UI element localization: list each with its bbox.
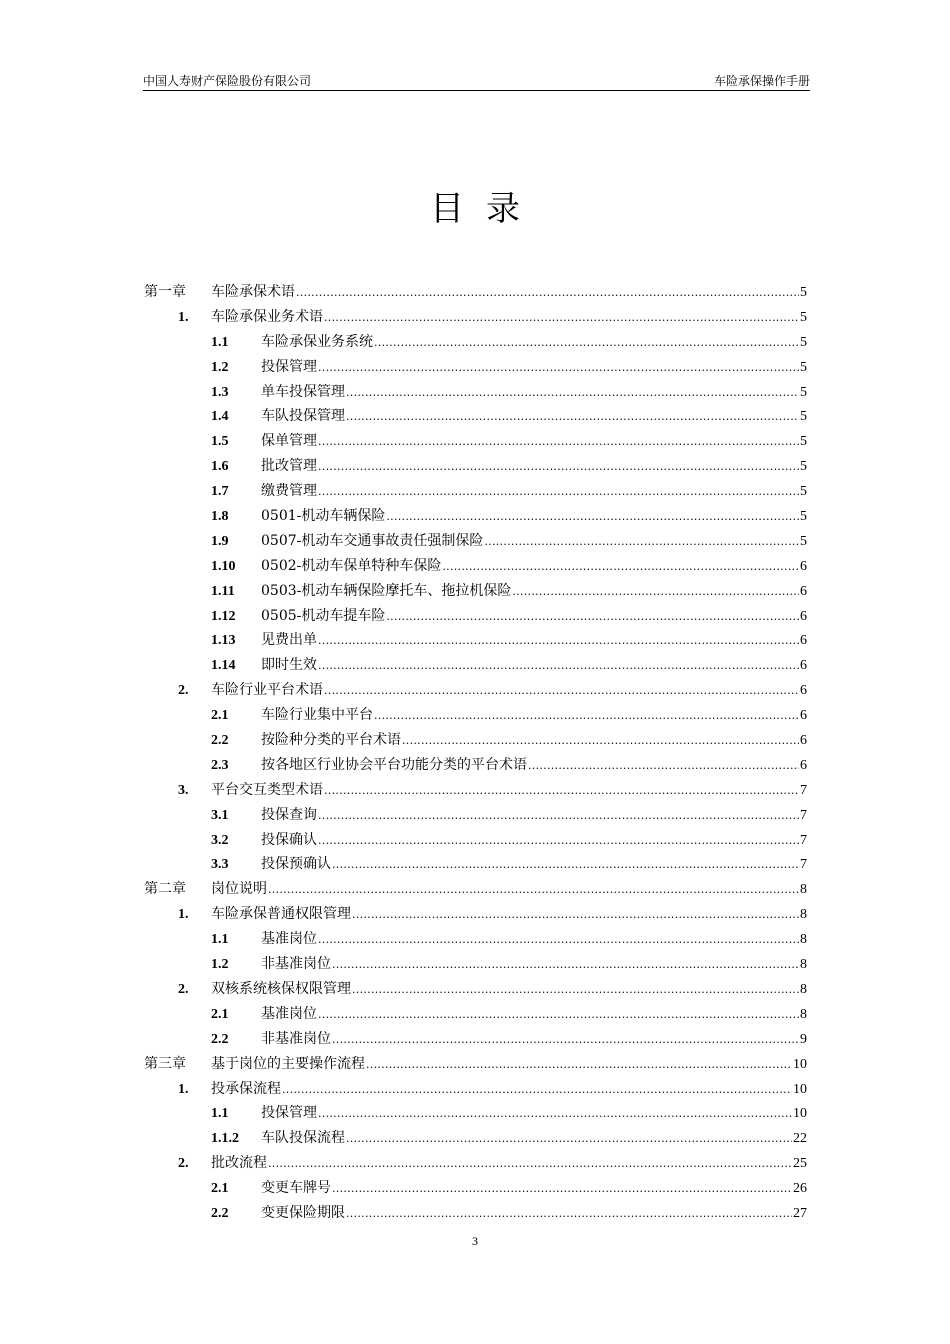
toc-entry[interactable] — [144, 803, 807, 828]
toc-entry-number: 1.5 — [211, 434, 229, 450]
toc-entry-page: 7 — [800, 782, 807, 798]
toc-entry[interactable] — [144, 330, 807, 355]
toc-entry[interactable] — [144, 1176, 807, 1201]
toc-entry-number: 3.1 — [211, 807, 229, 823]
toc-entry-number: 1.1 — [211, 1106, 229, 1122]
toc-entry-title: 岗位说明 — [211, 881, 267, 898]
toc-entry-page: 5 — [800, 409, 807, 425]
toc-dot-leader — [386, 505, 799, 530]
toc-entry-page: 8 — [800, 1006, 807, 1022]
toc-entry-title: 按各地区行业协会平台功能分类的平台术语 — [261, 756, 527, 773]
toc-dot-leader — [318, 654, 799, 679]
toc-dot-leader — [318, 455, 799, 480]
toc-entry[interactable] — [144, 678, 807, 703]
toc-dot-leader — [318, 356, 799, 381]
toc-entry[interactable] — [144, 653, 807, 678]
toc-entry-title: 车队投保管理 — [261, 408, 345, 425]
toc-entry-number: 1.9 — [211, 533, 229, 549]
toc-entry-page: 5 — [800, 384, 807, 400]
toc-dot-leader — [346, 1202, 792, 1227]
toc-entry-title: 批改管理 — [261, 458, 317, 475]
toc-entry[interactable] — [144, 753, 807, 778]
toc-entry-number: 2. — [178, 1156, 189, 1172]
toc-entry-page: 5 — [800, 533, 807, 549]
toc-dot-leader — [528, 754, 799, 779]
toc-entry-page: 9 — [800, 1031, 807, 1047]
toc-entry[interactable] — [144, 305, 807, 330]
toc-entry-title: 投保预确认 — [261, 856, 331, 873]
toc-entry-number: 1.4 — [211, 409, 229, 425]
toc-dot-leader — [346, 1127, 792, 1152]
toc-entry-page: 5 — [800, 309, 807, 325]
toc-entry-title: 基准岗位 — [261, 1005, 317, 1022]
toc-dot-leader — [318, 629, 799, 654]
toc-dot-leader — [318, 1003, 799, 1028]
toc-entry[interactable] — [144, 1002, 807, 1027]
toc-entry-title: 0507-机动车交通事故责任强制保险 — [261, 532, 484, 549]
toc-entry-page: 5 — [800, 484, 807, 500]
toc-dot-leader — [402, 729, 799, 754]
toc-entry-number: 1.6 — [211, 459, 229, 475]
toc-entry[interactable] — [144, 1201, 807, 1226]
toc-entry-title: 按险种分类的平台术语 — [261, 732, 401, 749]
toc-entry-page: 6 — [800, 733, 807, 749]
toc-dot-leader — [318, 430, 799, 455]
toc-entry-number: 第一章 — [144, 284, 186, 300]
toc-entry-page: 10 — [793, 1056, 807, 1072]
toc-dot-leader — [318, 804, 799, 829]
toc-entry[interactable] — [144, 604, 807, 629]
toc-dot-leader — [332, 953, 799, 978]
toc-entry-page: 6 — [800, 757, 807, 773]
toc-entry[interactable] — [144, 355, 807, 380]
toc-entry[interactable] — [144, 1052, 807, 1077]
toc-entry-page: 8 — [800, 932, 807, 948]
toc-entry[interactable] — [144, 479, 807, 504]
table-of-contents — [144, 280, 807, 1226]
toc-entry-number: 第二章 — [144, 881, 186, 898]
toc-entry[interactable] — [144, 504, 807, 529]
toc-dot-leader — [282, 1078, 792, 1103]
toc-entry-page: 27 — [793, 1205, 807, 1221]
toc-dot-leader — [352, 903, 799, 928]
toc-entry[interactable] — [144, 852, 807, 877]
toc-entry-number: 2.3 — [211, 757, 229, 773]
toc-entry-page: 10 — [793, 1106, 807, 1122]
toc-dot-leader — [346, 405, 799, 430]
toc-entry-title: 0503-机动车辆保险摩托车、拖拉机保险 — [261, 582, 512, 599]
toc-entry[interactable] — [144, 529, 807, 554]
toc-entry-number: 1.10 — [211, 558, 236, 574]
toc-entry-title: 非基准岗位 — [261, 956, 331, 973]
toc-entry-number: 1.8 — [211, 509, 229, 525]
toc-entry-title: 0505-机动车提车险 — [261, 607, 386, 624]
toc-entry-number: 第三章 — [144, 1055, 186, 1072]
toc-dot-leader — [268, 1152, 792, 1177]
toc-entry-number: 1. — [178, 1081, 189, 1097]
toc-dot-leader — [346, 381, 799, 406]
toc-entry[interactable] — [144, 1101, 807, 1126]
toc-entry-number: 1.1 — [211, 932, 229, 948]
toc-entry[interactable] — [144, 1126, 807, 1151]
toc-entry-title: 车险承保普通权限管理 — [211, 906, 351, 923]
toc-entry[interactable] — [144, 728, 807, 753]
toc-entry-number: 2.2 — [211, 1031, 229, 1047]
toc-entry-page: 26 — [793, 1181, 807, 1197]
toc-dot-leader — [386, 605, 799, 630]
toc-entry-title: 车险承保术语 — [211, 284, 295, 300]
toc-entry-page: 8 — [800, 981, 807, 997]
toc-dot-leader — [324, 306, 799, 331]
toc-entry-page: 5 — [800, 285, 807, 300]
toc-entry[interactable] — [144, 404, 807, 429]
toc-entry-number: 1.2 — [211, 957, 229, 973]
toc-entry-page: 22 — [793, 1131, 807, 1147]
toc-entry[interactable] — [144, 927, 807, 952]
toc-dot-leader — [318, 829, 799, 854]
toc-entry-number: 1.1.2 — [211, 1131, 239, 1147]
toc-entry-title: 单车投保管理 — [261, 383, 345, 400]
toc-entry[interactable] — [144, 280, 807, 305]
toc-entry-page: 6 — [800, 633, 807, 649]
toc-entry-title: 投保管理 — [261, 358, 317, 375]
toc-entry-title: 非基准岗位 — [261, 1030, 331, 1047]
toc-entry-title: 投承保流程 — [211, 1080, 281, 1097]
toc-entry-title: 平台交互类型术语 — [211, 781, 323, 798]
toc-entry-number: 3. — [178, 782, 189, 798]
toc-entry[interactable] — [144, 952, 807, 977]
toc-entry[interactable] — [144, 1151, 807, 1176]
toc-entry-number: 1.2 — [211, 359, 229, 375]
toc-entry-page: 8 — [800, 957, 807, 973]
toc-entry[interactable] — [144, 1027, 807, 1052]
toc-entry-page: 7 — [800, 832, 807, 848]
toc-entry[interactable] — [144, 977, 807, 1002]
toc-entry-number: 2. — [178, 981, 189, 997]
toc-entry-number: 2.2 — [211, 1205, 229, 1221]
toc-dot-leader — [512, 580, 799, 605]
toc-entry-number: 2.1 — [211, 708, 229, 724]
toc-entry-page: 7 — [800, 857, 807, 873]
toc-entry[interactable] — [144, 703, 807, 728]
toc-entry-page: 6 — [800, 658, 807, 674]
toc-entry-number: 3.2 — [211, 832, 229, 848]
toc-entry-title: 批改流程 — [211, 1155, 267, 1172]
toc-entry-number: 1. — [178, 907, 189, 923]
toc-entry-number: 1.14 — [211, 658, 236, 674]
toc-entry[interactable] — [144, 902, 807, 927]
toc-entry-title: 车险行业集中平台 — [261, 707, 373, 724]
toc-entry[interactable] — [144, 828, 807, 853]
toc-entry-title: 投保管理 — [261, 1105, 317, 1122]
toc-entry-page: 5 — [800, 509, 807, 525]
toc-entry-number: 1.7 — [211, 484, 229, 500]
toc-entry-page: 25 — [793, 1156, 807, 1172]
toc-entry-number: 1.3 — [211, 384, 229, 400]
toc-entry-page: 5 — [800, 434, 807, 450]
toc-dot-leader — [268, 878, 799, 903]
toc-entry-page: 5 — [800, 334, 807, 350]
toc-entry-number: 1.12 — [211, 608, 236, 624]
toc-dot-leader — [484, 530, 799, 555]
toc-entry-title: 变更保险期限 — [261, 1204, 345, 1221]
toc-dot-leader — [332, 853, 799, 878]
toc-entry-page: 7 — [800, 807, 807, 823]
toc-entry[interactable] — [144, 454, 807, 479]
toc-entry[interactable] — [144, 877, 807, 902]
header-manual-title: 车险承保操作手册 — [713, 74, 810, 88]
toc-entry-page: 6 — [800, 583, 807, 599]
toc-entry-title: 0501-机动车辆保险 — [261, 508, 386, 525]
toc-entry-title: 车队投保流程 — [261, 1130, 345, 1147]
toc-entry-number: 1. — [178, 309, 189, 325]
toc-entry[interactable] — [144, 380, 807, 405]
toc-entry-page: 8 — [800, 882, 807, 898]
toc-entry-page: 5 — [800, 459, 807, 475]
toc-entry-title: 车险行业平台术语 — [211, 682, 323, 699]
toc-dot-leader — [374, 331, 799, 356]
toc-dot-leader — [324, 679, 799, 704]
toc-dot-leader — [332, 1028, 799, 1053]
toc-dot-leader — [318, 1102, 792, 1127]
toc-entry[interactable] — [144, 579, 807, 604]
toc-entry-page: 6 — [800, 708, 807, 724]
toc-entry[interactable] — [144, 554, 807, 579]
page-header — [143, 72, 810, 91]
toc-entry-page: 10 — [793, 1081, 807, 1097]
toc-title: 目录 — [430, 189, 542, 229]
toc-entry-title: 保单管理 — [261, 433, 317, 450]
toc-dot-leader — [332, 1177, 792, 1202]
toc-dot-leader — [324, 779, 799, 804]
toc-entry-page: 5 — [800, 359, 807, 375]
toc-entry-number: 1.1 — [211, 334, 229, 350]
toc-entry-title: 即时生效 — [261, 657, 317, 674]
toc-entry-number: 1.11 — [211, 583, 235, 599]
toc-dot-leader — [374, 704, 799, 729]
toc-entry-number: 2.1 — [211, 1006, 229, 1022]
toc-entry-title: 车险承保业务术语 — [211, 308, 323, 325]
header-company: 中国人寿财产保险股份有限公司 — [143, 74, 312, 88]
toc-entry[interactable] — [144, 1077, 807, 1102]
toc-entry-page: 6 — [800, 683, 807, 699]
toc-entry-page: 6 — [800, 608, 807, 624]
toc-entry-number: 1.13 — [211, 633, 236, 649]
toc-entry-number: 2. — [178, 683, 189, 699]
toc-entry-number: 2.2 — [211, 733, 229, 749]
toc-entry-title: 0502-机动车保单特种车保险 — [261, 557, 442, 574]
toc-entry-number: 2.1 — [211, 1181, 229, 1197]
toc-entry-number: 3.3 — [211, 857, 229, 873]
toc-entry-title: 车险承保业务系统 — [261, 333, 373, 350]
toc-entry[interactable] — [144, 429, 807, 454]
toc-dot-leader — [318, 480, 799, 505]
toc-entry-title: 双核系统核保权限管理 — [211, 980, 351, 997]
toc-dot-leader — [352, 978, 799, 1003]
toc-entry-page: 8 — [800, 907, 807, 923]
toc-dot-leader — [366, 1053, 792, 1078]
toc-entry-title: 投保确认 — [261, 831, 317, 848]
toc-entry-page: 6 — [800, 558, 807, 574]
toc-dot-leader — [318, 928, 799, 953]
toc-entry[interactable] — [144, 628, 807, 653]
toc-entry-title: 缴费管理 — [261, 483, 317, 500]
toc-dot-leader — [296, 281, 799, 306]
toc-entry[interactable] — [144, 778, 807, 803]
page-number: 3 — [472, 1234, 478, 1248]
toc-entry-title: 基准岗位 — [261, 931, 317, 948]
toc-entry-title: 变更车牌号 — [261, 1180, 331, 1197]
toc-entry-title: 见费出单 — [261, 632, 317, 649]
toc-entry-title: 基于岗位的主要操作流程 — [211, 1055, 365, 1072]
toc-entry-title: 投保查询 — [261, 806, 317, 823]
toc-dot-leader — [442, 555, 799, 580]
